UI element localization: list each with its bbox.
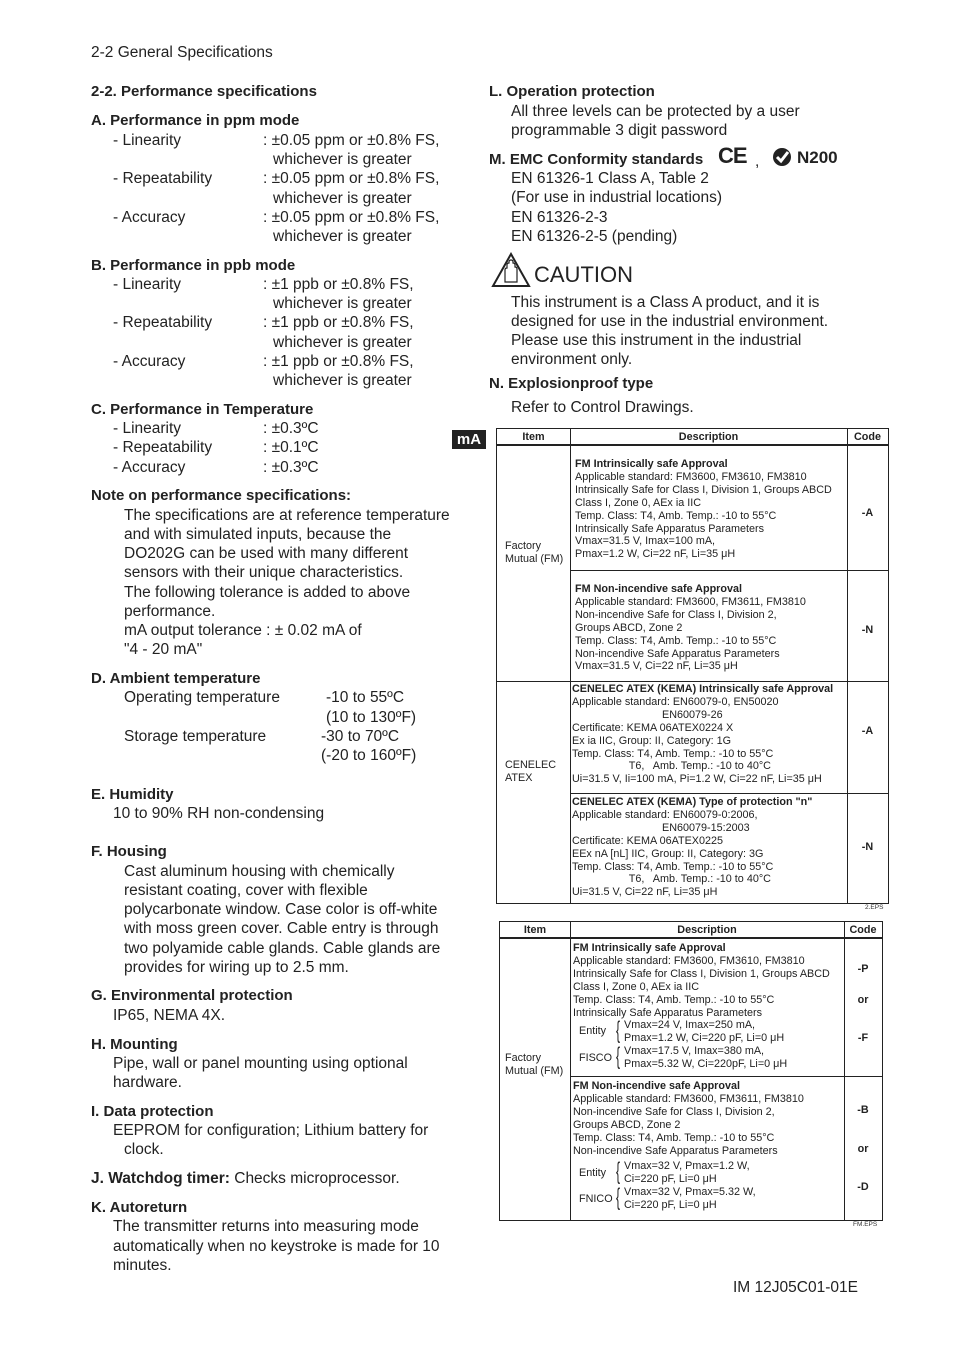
caution-hand-icon — [491, 252, 531, 293]
a-repeatability-label: - Repeatability — [113, 170, 213, 187]
c-repeatability-value: : ±0.1ºC — [263, 439, 319, 456]
row-title: CENELEC ATEX (KEMA) Type of protection "n" — [572, 796, 813, 808]
table-header-description: Description — [570, 429, 847, 445]
code-or: or — [857, 1143, 869, 1155]
row-line: T6, Amb. Temp.: -10 to 40°C — [572, 873, 771, 886]
row-line: Groups ABCD, Zone 2 — [573, 1118, 681, 1131]
code-f: -F — [857, 1032, 869, 1044]
row-line: Ui=31.5 V, Ii=100 mA, Pi=1.2 W, Ci=22 nF, Li=35 μH — [572, 773, 822, 786]
b-repeatability-value2: whichever is greater — [273, 334, 412, 351]
emc-line: EN 61326-1 Class A, Table 2 — [511, 170, 709, 187]
mounting-line: hardware. — [113, 1074, 182, 1091]
param-line: Pmax=1.2 W, Ci=220 pF, Li=0 μH — [624, 1031, 785, 1044]
a-linearity-value2: whichever is greater — [273, 151, 412, 168]
storage-temp-label: Storage temperature — [124, 728, 267, 745]
row-line: EEx nA [nL] IIC, Group: II, Category: 3G — [572, 847, 764, 860]
row-line: Vmax=31.5 V, Ci=22 nF, Li=35 μH — [575, 660, 738, 673]
caution-line: Please use this instrument in the industrial — [511, 332, 802, 349]
row-line: Certificate: KEMA 06ATEX0225 — [572, 834, 724, 847]
note-line: The specifications are at reference temperature — [124, 507, 450, 524]
row-fm-is — [573, 942, 830, 1019]
mark-separator: , — [755, 153, 760, 170]
humidity-text: 10 to 90% RH non-condensing — [113, 805, 325, 822]
heading-i: I. Data protection — [91, 1103, 214, 1120]
item-fm-line2: Mutual (FM) — [505, 1064, 564, 1077]
operation-protection-line: All three levels can be protected by a user — [511, 103, 800, 120]
item-cen-line2: ATEX — [505, 771, 533, 784]
heading-d: D. Ambient temperature — [91, 670, 261, 687]
heading-a: A. Performance in ppm mode — [91, 112, 300, 129]
row-line: Temp. Class: T4, Amb. Temp.: -10 to 55°C — [572, 747, 774, 760]
brace-icon: { — [616, 1184, 621, 1211]
a-accuracy-value2: whichever is greater — [273, 228, 412, 245]
code-or: or — [857, 994, 869, 1006]
row-title: FM Intrinsically safe Approval — [575, 458, 728, 470]
row-line: Temp. Class: T4, Amb. Temp.: -10 to 55°C — [572, 860, 774, 873]
param-line: Ci=220 pF, Li=0 μH — [624, 1172, 717, 1185]
approval-table-ma — [496, 428, 889, 904]
note-line: The following tolerance is added to above — [124, 584, 411, 601]
ce-mark-icon: CE — [718, 143, 747, 168]
param-line: Ci=220 pF, Li=0 μH — [624, 1198, 717, 1211]
caution-line: This instrument is a Class A product, and it is — [511, 294, 820, 311]
eps-label: FM.EPS — [853, 1221, 878, 1228]
row-line: Non-incendive Safe for Class I, Division 2, — [573, 1105, 775, 1118]
note-line: sensors with their unique characteristics. — [124, 564, 404, 581]
table-header-item: Item — [497, 429, 570, 445]
b-linearity-value: : ±1 ppb or ±0.8% FS, — [263, 276, 414, 293]
a-repeatability-value2: whichever is greater — [273, 190, 412, 207]
code-a: -A — [861, 507, 874, 519]
c-tick-mark-icon — [772, 147, 794, 172]
note-line: performance. — [124, 603, 216, 620]
b-accuracy-value: : ±1 ppb or ±0.8% FS, — [263, 353, 414, 370]
item-fm — [505, 1052, 563, 1078]
housing-line: resistant coating, cover with flexible — [124, 882, 368, 899]
table-header-item: Item — [500, 922, 570, 938]
note-line: and with simulated inputs, because the — [124, 526, 392, 543]
a-linearity-value: : ±0.05 ppm or ±0.8% FS, — [263, 132, 440, 149]
row-line: Temp. Class: T4, Amb. Temp.: -10 to 55°C — [575, 509, 777, 522]
row-line: Applicable standard: FM3600, FM3611, FM3810 — [575, 595, 806, 608]
emc-line: EN 61326-2-5 (pending) — [511, 228, 678, 245]
row-line: Non-incendive Safe for Class I, Division 2, — [575, 608, 777, 621]
doc-id: IM 12J05C01-01E — [733, 1279, 858, 1296]
code-b: -B — [857, 1104, 869, 1116]
a-accuracy-value: : ±0.05 ppm or ±0.8% FS, — [263, 209, 440, 226]
row-line: Applicable standard: EN60079-0:2006, — [572, 808, 758, 821]
entity-params — [624, 1019, 784, 1045]
operating-temp-value: -10 to 55ºC — [326, 689, 405, 706]
code-d: -D — [857, 1181, 869, 1193]
section-title: 2-2. Performance specifications — [91, 83, 317, 100]
row-fm-ni — [575, 583, 806, 673]
emc-line: EN 61326-2-3 — [511, 209, 608, 226]
heading-c: C. Performance in Temperature — [91, 401, 314, 418]
table-header-code: Code — [844, 922, 882, 938]
heading-k: K. Autoreturn — [91, 1199, 188, 1216]
row-title: FM Non-incendive safe Approval — [573, 1080, 740, 1092]
row-line: Intrinsically Safe Apparatus Parameters — [573, 1006, 763, 1019]
heading-f: F. Housing — [91, 843, 167, 860]
heading-note: Note on performance specifications: — [91, 487, 352, 504]
param-line: Pmax=5.32 W, Ci=220pF, Li=0 μH — [624, 1057, 788, 1070]
caution-title: CAUTION — [534, 262, 633, 287]
row-fm-ni — [573, 1080, 804, 1157]
approval-table-fieldbus — [499, 921, 883, 1221]
operating-temp-label: Operating temperature — [124, 689, 280, 706]
c-accuracy-value: : ±0.3ºC — [263, 459, 319, 476]
row-line: Temp. Class: T4, Amb. Temp.: -10 to 55°C — [573, 993, 775, 1006]
row-line: Pmax=1.2 W, Ci=22 nF, Li=35 μH — [575, 548, 736, 561]
b-linearity-value2: whichever is greater — [273, 295, 412, 312]
brace-icon: { — [616, 1043, 621, 1070]
heading-m: M. EMC Conformity standards — [489, 151, 704, 168]
row-cenelec-is — [572, 683, 833, 786]
row-line: Applicable standard: FM3600, FM3610, FM3810 — [573, 954, 805, 967]
storage-temp-value: -30 to 70ºC — [321, 728, 400, 745]
row-title: FM Intrinsically safe Approval — [573, 942, 726, 954]
note-line: mA output tolerance : ± 0.02 mA of — [124, 622, 362, 639]
autoreturn-line: The transmitter returns into measuring mode — [113, 1218, 419, 1235]
code-n: -N — [861, 841, 874, 853]
operation-protection-line: programmable 3 digit password — [511, 122, 728, 139]
explosionproof-text: Refer to Control Drawings. — [511, 399, 694, 416]
housing-line: two polyamide cable glands. Cable glands are — [124, 940, 441, 957]
row-line: Groups ABCD, Zone 2 — [575, 621, 683, 634]
table-header-description: Description — [570, 922, 844, 938]
heading-j: J. Watchdog timer: — [91, 1170, 230, 1187]
fnico-params — [624, 1186, 756, 1212]
param-line: Vmax=32 V, Pmax=5.32 W, — [624, 1186, 756, 1198]
param-line: Vmax=17.5 V, Imax=380 mA, — [624, 1045, 765, 1057]
row-line: Class I, Zone 0, AEx ia IIC — [573, 980, 700, 993]
mounting-line: Pipe, wall or panel mounting using optional — [113, 1055, 408, 1072]
row-title: CENELEC ATEX (KEMA) Intrinsically safe Approval — [572, 683, 834, 695]
fisco-params — [624, 1045, 787, 1071]
row-line: EN60079-15:2003 — [572, 821, 750, 834]
a-linearity-label: - Linearity — [113, 132, 182, 149]
row-line: Temp. Class: T4, Amb. Temp.: -10 to 55°C — [573, 1131, 775, 1144]
table-header-code: Code — [847, 429, 888, 445]
data-protection-line: clock. — [124, 1141, 164, 1158]
heading-h: H. Mounting — [91, 1036, 178, 1053]
page-header: 2-2 General Specifications — [91, 44, 273, 61]
caution-line: designed for use in the industrial environment. — [511, 313, 829, 330]
a-repeatability-value: : ±0.05 ppm or ±0.8% FS, — [263, 170, 440, 187]
housing-line: provides for wiring up to 2.5 mm. — [124, 959, 349, 976]
row-line: Non-incendive Safe Apparatus Parameters — [575, 647, 780, 660]
b-repeatability-label: - Repeatability — [113, 314, 213, 331]
watchdog-text: Checks microprocessor. — [229, 1170, 400, 1187]
env-protection-text: IP65, NEMA 4X. — [113, 1007, 225, 1024]
heading-n: N. Explosionproof type — [489, 375, 654, 392]
b-accuracy-value2: whichever is greater — [273, 372, 412, 389]
row-line: Intrinsically Safe for Class I, Division 1, Groups ABCD — [573, 967, 830, 980]
row-cenelec-n — [572, 796, 812, 899]
storage-temp-value-f: (-20 to 160ºF) — [321, 747, 417, 764]
row-title: FM Non-incendive safe Approval — [575, 583, 742, 595]
autoreturn-line: minutes. — [113, 1257, 172, 1274]
row-line: Intrinsically Safe for Class I, Division 1, Groups ABCD — [575, 483, 832, 496]
row-line: Ex ia IIC, Group: II, Category: 1G — [572, 734, 732, 747]
caution-line: environment only. — [511, 351, 633, 368]
fnico-label: FNICO — [579, 1193, 613, 1205]
watchdog-row — [91, 1169, 400, 1188]
c-repeatability-label: - Repeatability — [113, 439, 213, 456]
b-linearity-label: - Linearity — [113, 276, 182, 293]
item-cen-line1: CENELEC — [505, 759, 557, 771]
c-linearity-label: - Linearity — [113, 420, 182, 437]
housing-line: Cast aluminum housing with chemically — [124, 863, 395, 880]
row-line: Non-incendive Safe Apparatus Parameters — [573, 1144, 778, 1157]
item-fm-line1: Factory — [505, 1052, 541, 1064]
item-cenelec — [505, 759, 556, 785]
note-line: "4 - 20 mA" — [124, 641, 203, 658]
c-accuracy-label: - Accuracy — [113, 459, 186, 476]
heading-g: G. Environmental protection — [91, 987, 293, 1004]
ma-badge: mA — [452, 430, 486, 449]
item-fm-line1: Factory — [505, 540, 541, 552]
note-line: DO202G can be used with many different — [124, 545, 409, 562]
data-protection-line: EEPROM for configuration; Lithium battery for — [113, 1122, 429, 1139]
entity-label: Entity — [579, 1167, 607, 1179]
b-repeatability-value: : ±1 ppb or ±0.8% FS, — [263, 314, 414, 331]
emc-line: (For use in industrial locations) — [511, 189, 723, 206]
row-line: Applicable standard: EN60079-0, EN50020 — [572, 695, 779, 708]
param-line: Vmax=24 V, Imax=250 mA, — [624, 1019, 756, 1031]
brace-icon: { — [616, 1158, 621, 1185]
row-line: Intrinsically Safe Apparatus Parameters — [575, 522, 765, 535]
row-line: Certificate: KEMA 06ATEX0224 X — [572, 721, 734, 734]
entity-label: Entity — [579, 1025, 607, 1037]
row-line: EN60079-26 — [572, 708, 723, 721]
heading-l: L. Operation protection — [489, 83, 655, 100]
row-line: Ui=31.5 V, Ci=22 nF, Li=35 μH — [572, 886, 718, 899]
item-fm — [505, 540, 563, 566]
autoreturn-line: automatically when no keystroke is made for 10 — [113, 1238, 440, 1255]
a-accuracy-label: - Accuracy — [113, 209, 186, 226]
b-accuracy-label: - Accuracy — [113, 353, 186, 370]
row-line: Vmax=31.5 V, Imax=100 mA, — [575, 535, 716, 548]
param-line: Vmax=32 V, Pmax=1.2 W, — [624, 1160, 750, 1172]
row-fm-is — [575, 458, 832, 561]
brace-icon: { — [616, 1017, 621, 1044]
row-line: Applicable standard: FM3600, FM3611, FM3810 — [573, 1092, 804, 1105]
operating-temp-value-f: (10 to 130ºF) — [326, 709, 417, 726]
housing-line: polycarbonate window. Case color is off-white — [124, 901, 438, 918]
code-a: -A — [861, 725, 874, 737]
housing-line: with moss green cover. Cable entry is through — [124, 920, 439, 937]
code-p: -P — [857, 963, 869, 975]
row-line: T6, Amb. Temp.: -10 to 40°C — [572, 760, 771, 773]
eps-label: 2.EPS — [865, 904, 884, 911]
row-line: Class I, Zone 0, AEx ia IIC — [575, 496, 702, 509]
heading-e: E. Humidity — [91, 786, 174, 803]
fisco-label: FISCO — [579, 1052, 612, 1064]
c-linearity-value: : ±0.3ºC — [263, 420, 319, 437]
heading-b: B. Performance in ppb mode — [91, 257, 296, 274]
n200-mark: N200 — [797, 148, 838, 167]
entity-params — [624, 1160, 750, 1186]
item-fm-line2: Mutual (FM) — [505, 552, 564, 565]
row-line: Temp. Class: T4, Amb. Temp.: -10 to 55°C — [575, 634, 777, 647]
code-n: -N — [861, 624, 874, 636]
row-line: Applicable standard: FM3600, FM3610, FM3810 — [575, 470, 807, 483]
